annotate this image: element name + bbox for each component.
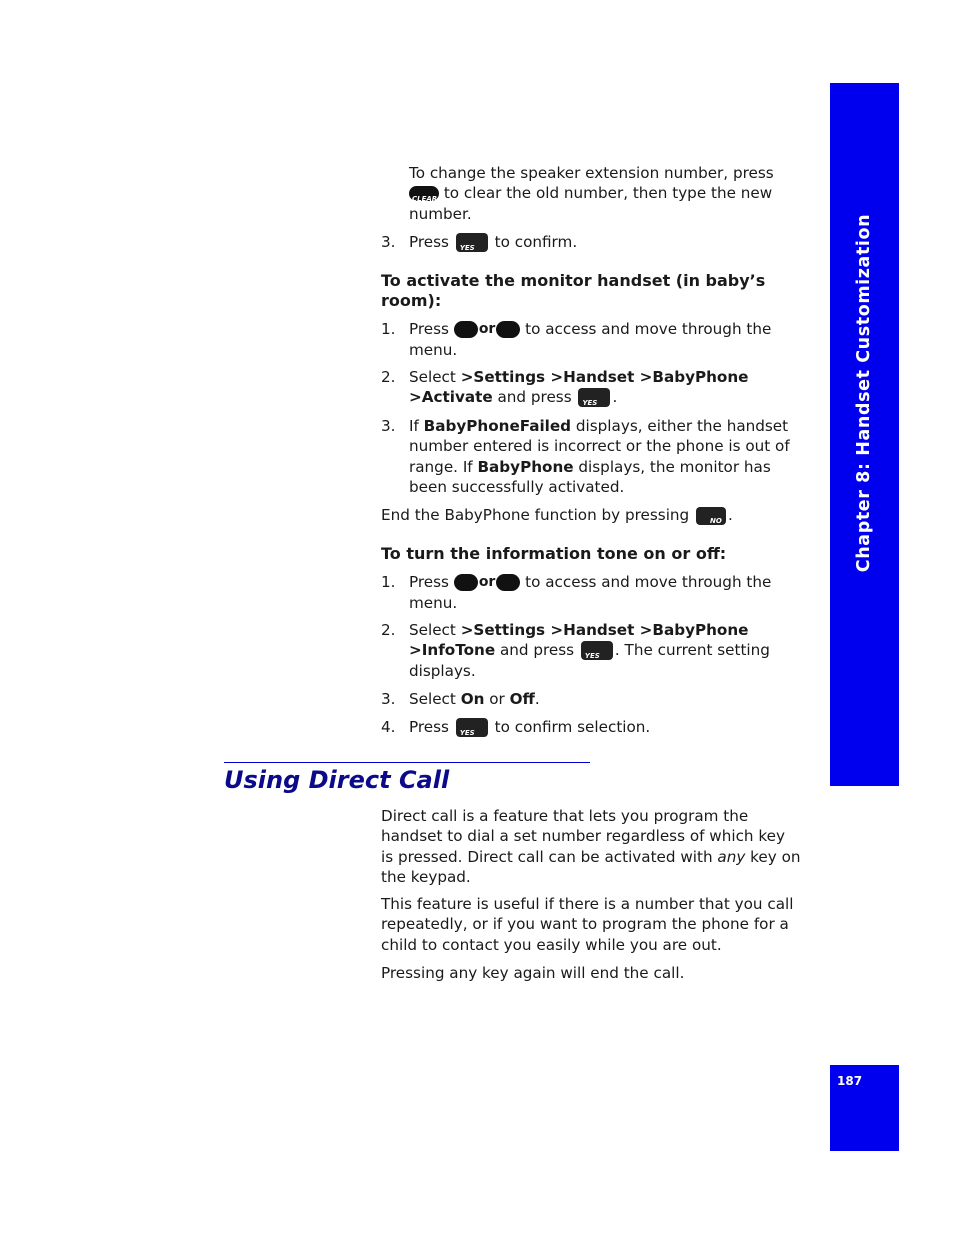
page-number: 187 [837,1074,863,1088]
chapter-tab-label: Chapter 8: Handset Customization [854,213,874,573]
yes-key-icon [578,388,610,407]
yes-key-icon [456,718,488,737]
direct-call-paragraph-2: This feature is useful if there is a number that you call repeatedly, or if you want to program the phone for a child to contact you easily while you are out. [381,895,794,954]
nav-up-key-icon [496,321,520,338]
no-key-icon [696,507,726,525]
infotone-heading: To turn the information tone on or off: [381,544,727,563]
infotone-step-2: 2. Select >Settings >Handset >BabyPhone >InfoTone and press YES . The current setting displays. [381,620,801,681]
chapter-tab [830,83,899,786]
nav-up-key-icon [496,574,520,591]
section-divider [224,762,590,763]
monitor-heading: To activate the monitor handset (in baby’s room): [381,271,766,311]
yes-key-icon [456,233,488,252]
monitor-step-3: 3. If BabyPhoneFailed displays, either the handset number entered is incorrect or the phone is out of range. If BabyPhone displays, the monitor has been successfully activated. [381,417,790,496]
clear-key-icon [409,186,439,201]
monitor-step-1: 1. Press or to access and move through the menu. [381,320,772,359]
yes-key-icon [581,641,613,660]
section-title: Using Direct Call [224,766,450,794]
direct-call-paragraph-1: Direct call is a feature that lets you program the handset to dial a set number regardless of which key is pressed. Direct call can be activated with any key on the keypad. [381,807,801,886]
nav-down-key-icon [454,321,478,338]
direct-call-paragraph-3: Pressing any key again will end the call. [381,964,685,982]
infotone-step-4: 4. Press YES to confirm selection. [381,717,801,737]
infotone-step-3: 3. Select On or Off. [381,690,540,708]
page-number-box [830,1065,899,1151]
step-confirm: 3. Press YES to confirm. [381,232,801,252]
nav-down-key-icon [454,574,478,591]
babyphone-end-note: End the BabyPhone function by pressing NO . [381,505,801,525]
intro-paragraph: To change the speaker extension number, press CLEAR to clear the old number, then type the new number. [409,163,799,224]
monitor-step-2: 2. Select >Settings >Handset >BabyPhone >Activate and press YES . [381,367,801,408]
infotone-step-1: 1. Press or to access and move through the menu. [381,573,772,612]
